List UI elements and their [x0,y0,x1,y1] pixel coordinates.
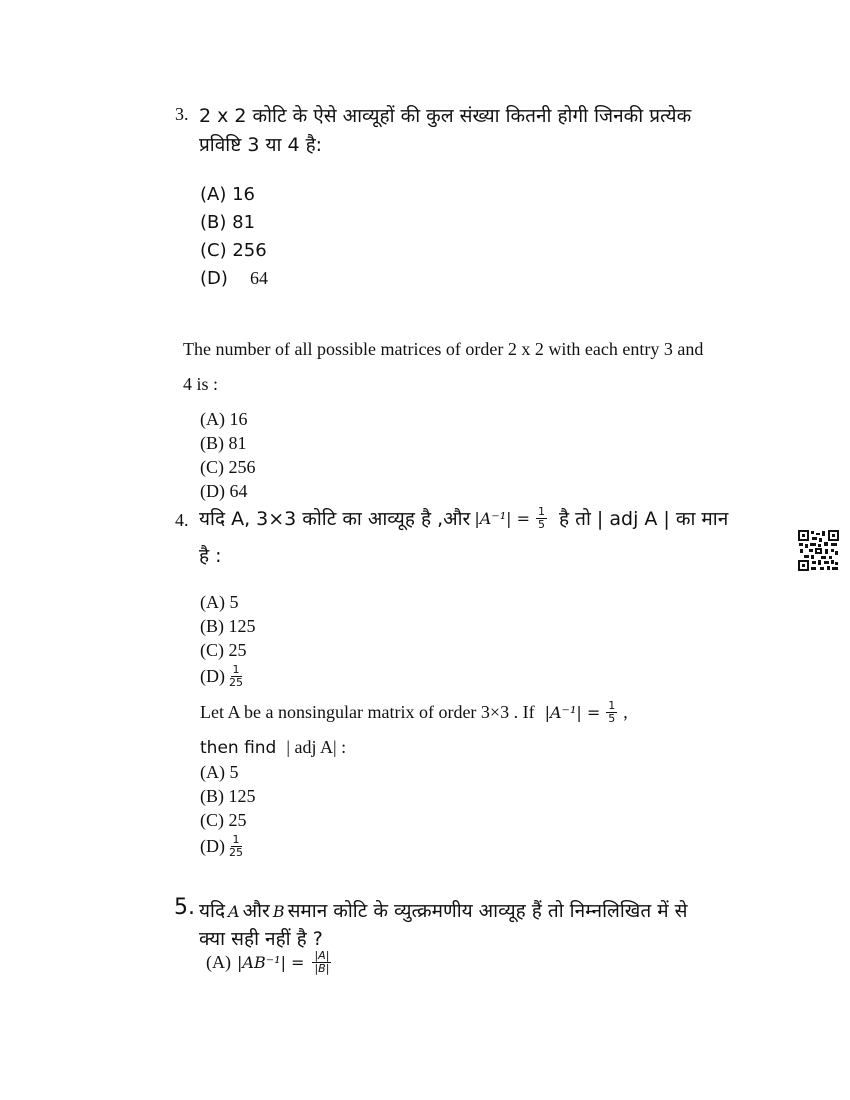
question-4-english-option-c: (C) 25 [200,810,247,830]
question-5-option-a-denominator: |B| [314,962,330,975]
question-4-english-fraction-numerator: 1 [608,699,616,712]
question-4-inverse-determinant: |A⁻¹| = [474,508,531,528]
question-5-hindi-line-2: क्या सही नहीं है ? [199,928,323,950]
question-5-hindi-line-1 [199,897,687,923]
question-4-hindi-option-a: (A) 5 [200,592,239,612]
question-5-option-a-label: (A) [206,952,231,972]
question-3-english-option-d: (D) 64 [200,481,248,501]
question-3-hindi-option-b: (B) 81 [200,212,256,233]
question-4-number: 4. [175,510,189,530]
question-3-hindi-option-c: (C) 256 [200,240,267,261]
question-4-fraction-numerator: 1 [538,504,546,518]
question-4-english-fraction [606,700,617,725]
question-4-english-prefix: Let A be a nonsingular matrix of order 3×3 . If [200,702,535,722]
question-5-hindi-part-a: यदि [199,900,226,922]
question-3-english-option-b: (B) 81 [200,433,247,453]
question-4-english-option-b: (B) 125 [200,786,256,806]
question-4-english-option-d-label: (D) [200,836,225,856]
question-4-english-then-find: then find [200,737,277,758]
question-3-hindi-option-d-label: (D) [200,268,228,289]
question-4-english-fraction-denominator: 5 [608,712,616,725]
question-4-english-option-d-fraction [227,834,245,859]
question-4-english-option-a: (A) 5 [200,762,239,782]
question-4-english-line-1 [200,700,628,725]
question-5-variable-b: B [272,902,285,921]
question-5-option-a-lhs: |AB⁻¹| = [237,953,305,972]
question-5-number: 5. [174,895,195,920]
question-4-hindi-line-2: है : [199,545,222,567]
question-4-english-comma: , [623,702,628,722]
question-5-hindi-part-b: और [242,900,270,922]
question-4-hindi-option-d [200,664,247,689]
question-4-hindi-prefix: यदि A, 3×3 कोटि का आव्यूह है ,और [199,508,471,530]
question-4-hindi-option-d-denominator: 25 [229,676,243,689]
question-5-option-a-fraction [312,950,331,975]
question-4-fraction-denominator: 5 [538,517,546,531]
question-4-hindi-option-d-fraction [227,664,245,689]
question-4-english-inverse-determinant: |A⁻¹| = [544,703,601,722]
question-4-hindi-line-1 [199,505,728,531]
question-4-hindi-suffix: है तो | adj A | का मान [559,508,729,530]
question-4-english-option-d [200,834,247,859]
question-3-english-option-c: (C) 256 [200,457,256,477]
question-4-english-line-2 [200,737,346,758]
question-3-number: 3. [175,104,189,124]
question-4-hindi-option-d-label: (D) [200,666,225,686]
question-4-english-option-d-denominator: 25 [229,846,243,859]
question-4-hindi-option-b: (B) 125 [200,616,256,636]
question-3-hindi-line-2: प्रविष्टि 3 या 4 है: [199,134,323,156]
question-4-english-option-d-numerator: 1 [232,833,240,846]
question-5-hindi-part-c: समान कोटि के व्युत्क्रमणीय आव्यूह हैं तो निम्नलिखित में से [287,900,688,922]
question-5-variable-a: A [228,902,240,921]
question-3-english-line-1: The number of all possible matrices of order 2 x 2 with each entry 3 and [183,339,704,359]
question-4-hindi-option-d-numerator: 1 [232,663,240,676]
question-3-english-option-a: (A) 16 [200,409,248,429]
question-3-hindi-option-d-value: 64 [250,268,268,288]
question-3-hindi-option-a: (A) 16 [200,184,255,205]
qr-code-icon [798,530,839,571]
question-5-option-a-numerator: |A| [314,949,330,962]
question-4-fraction [536,506,547,531]
question-4-english-adj: | adj A| : [286,737,347,757]
question-4-hindi-option-c: (C) 25 [200,640,247,660]
question-5-option-a [206,950,333,975]
question-3-english-line-2: 4 is : [183,374,219,394]
question-3-hindi-line-1: 2 x 2 कोटि के ऐसे आव्यूहों की कुल संख्या कितनी होगी जिनकी प्रत्येक [199,105,692,127]
